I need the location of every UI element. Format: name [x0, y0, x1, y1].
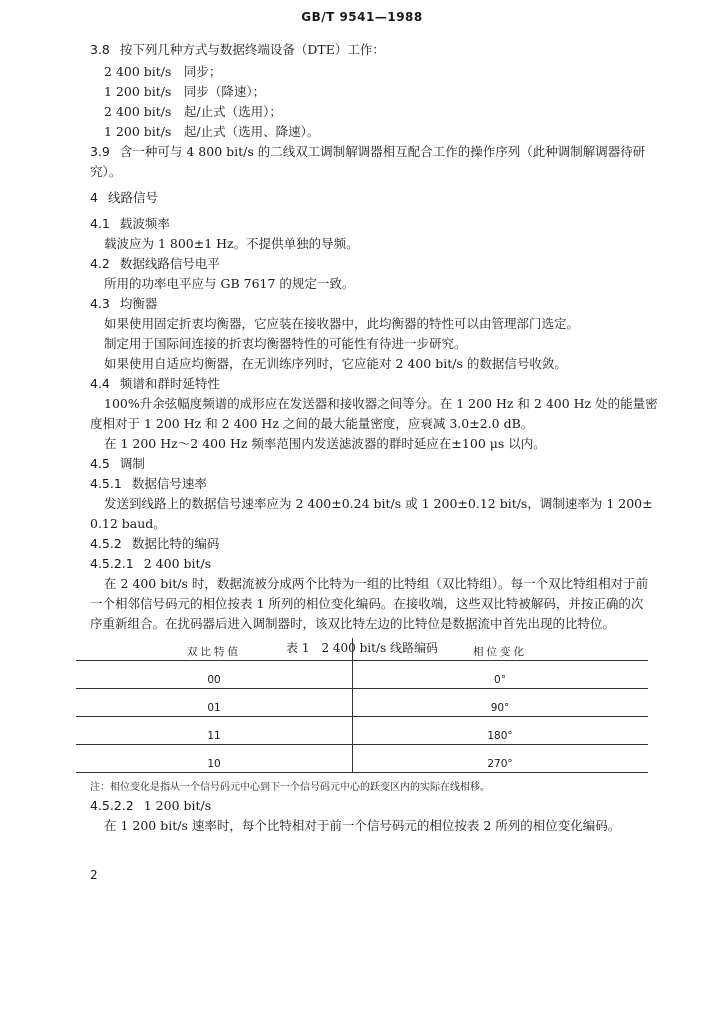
table-cell-bits: 10	[207, 758, 221, 770]
page-number: 2	[90, 868, 98, 882]
paragraph-cont: 序重新组合。在扰码器后进入调制器时，该双比特左边的比特位是数据流中首先出现的比特位。	[90, 616, 616, 631]
clause-number: 4.3	[90, 296, 110, 311]
clause-4-1-heading	[90, 216, 170, 232]
clause-title: 载波频率	[119, 216, 170, 231]
paragraph: 制定用于国际间连接的折衷均衡器特性的可能性有待进一步研究。	[104, 336, 467, 351]
table-note: 注：相位变化是指从一个信号码元中心到下一个信号码元中心的跃变区内的实际在线相移。	[90, 782, 490, 793]
table-rule	[76, 716, 648, 717]
mode-item: 2 400 bit/s 起/止式（选用）；	[104, 104, 282, 119]
clause-text: 含一种可与 4 800 bit/s 的二线双工调制解调器相互配合工作的操作序列（此种调制解调器待研	[119, 144, 646, 159]
paragraph: 100%升余弦幅度频谱的成形应在发送器和接收器之间等分。在 1 200 Hz 和 2 400 Hz 处的能量密	[104, 396, 658, 411]
clause-number: 3.9	[90, 144, 110, 159]
mode-item: 1 200 bit/s 同步（降速）；	[104, 84, 266, 99]
table-cell-phase: 270°	[487, 758, 513, 770]
clause-title: 数据信号速率	[131, 476, 207, 491]
section-number: 4	[90, 190, 98, 205]
clause-4-2-heading	[90, 256, 220, 272]
table-rule-bottom	[76, 772, 648, 773]
clause-number: 4.2	[90, 256, 110, 271]
clause-4-5-2-2-heading	[90, 798, 211, 814]
clause-text-cont: 究）。	[90, 164, 122, 179]
clause-text: 按下列几种方式与数据终端设备（DTE）工作：	[119, 42, 385, 57]
clause-number: 4.5.2.1	[90, 556, 134, 571]
table-cell-bits: 00	[207, 674, 221, 686]
paragraph-cont: 0.12 baud。	[90, 516, 166, 531]
clause-title: 数据比特的编码	[131, 536, 220, 551]
page-header: GB/T 9541—1988	[301, 10, 423, 24]
clause-4-5-heading	[90, 456, 145, 472]
clause-4-5-1-heading	[90, 476, 207, 492]
clause-4-5-2-1-heading	[90, 556, 211, 572]
clause-title: 频谱和群时延特性	[119, 376, 220, 391]
table-caption: 表 1 2 400 bit/s 线路编码	[286, 641, 438, 655]
clause-title: 1 200 bit/s	[143, 798, 212, 813]
paragraph: 在 1 200 Hz～2 400 Hz 频率范围内发送滤波器的群时延应在±100 μs 以内。	[104, 436, 546, 451]
clause-4-3-heading	[90, 296, 157, 312]
clause-4-4-heading	[90, 376, 220, 392]
paragraph: 如果使用固定折衷均衡器，它应装在接收器中，此均衡器的特性可以由管理部门选定。	[104, 316, 580, 331]
table-header-phase: 相位变化	[473, 646, 527, 658]
table-rule	[76, 688, 648, 689]
table-rule	[76, 744, 648, 745]
table-cell-phase: 0°	[494, 674, 506, 686]
clause-number: 4.4	[90, 376, 110, 391]
mode-item: 2 400 bit/s 同步；	[104, 64, 222, 79]
paragraph: 在 2 400 bit/s 时，数据流被分成两个比特为一组的比特组（双比特组）。每一个双比特组相对于前	[104, 576, 649, 591]
paragraph: 发送到线路上的数据信号速率应为 2 400±0.24 bit/s 或 1 200±0.12 bit/s，调制速率为 1 200±	[104, 496, 653, 511]
paragraph-cont: 度相对于 1 200 Hz 和 2 400 Hz 之间的最大能量密度，应衰减 3.0±2.0 dB。	[90, 416, 534, 431]
table-cell-phase: 180°	[487, 730, 513, 742]
paragraph-cont: 一个相邻信号码元的相位按表 1 所列的相位变化编码。在接收端，这些双比特被解码，并按正确的次	[90, 596, 644, 611]
table-cell-bits: 11	[207, 730, 221, 742]
clause-number: 4.5	[90, 456, 110, 471]
table-cell-phase: 90°	[490, 702, 510, 714]
paragraph: 如果使用自适应均衡器，在无训练序列时，它应能对 2 400 bit/s 的数据信号收敛。	[104, 356, 567, 371]
clause-number: 4.5.1	[90, 476, 122, 491]
mode-item: 1 200 bit/s 起/止式（选用、降速）。	[104, 124, 320, 139]
clause-title: 2 400 bit/s	[143, 556, 212, 571]
table-rule-top	[76, 660, 648, 661]
paragraph: 在 1 200 bit/s 速率时，每个比特相对于前一个信号码元的相位按表 2 所列的相位变化编码。	[104, 818, 621, 833]
section-title: 线路信号	[107, 190, 158, 205]
clause-title: 数据线路信号电平	[119, 256, 220, 271]
clause-number: 4.5.2	[90, 536, 122, 551]
clause-3-9	[90, 144, 645, 160]
clause-3-8	[90, 42, 385, 58]
table-cell-bits: 01	[207, 702, 221, 714]
clause-title: 均衡器	[119, 296, 158, 311]
paragraph: 载波应为 1 800±1 Hz。不提供单独的导频。	[104, 236, 359, 251]
clause-number: 3.8	[90, 42, 110, 57]
clause-4-5-2-heading	[90, 536, 219, 552]
clause-number: 4.1	[90, 216, 110, 231]
table-header-bits: 双比特值	[187, 646, 241, 658]
section-4-heading	[90, 190, 158, 206]
clause-number: 4.5.2.2	[90, 798, 134, 813]
clause-title: 调制	[119, 456, 145, 471]
paragraph: 所用的功率电平应与 GB 7617 的规定一致。	[104, 276, 355, 291]
